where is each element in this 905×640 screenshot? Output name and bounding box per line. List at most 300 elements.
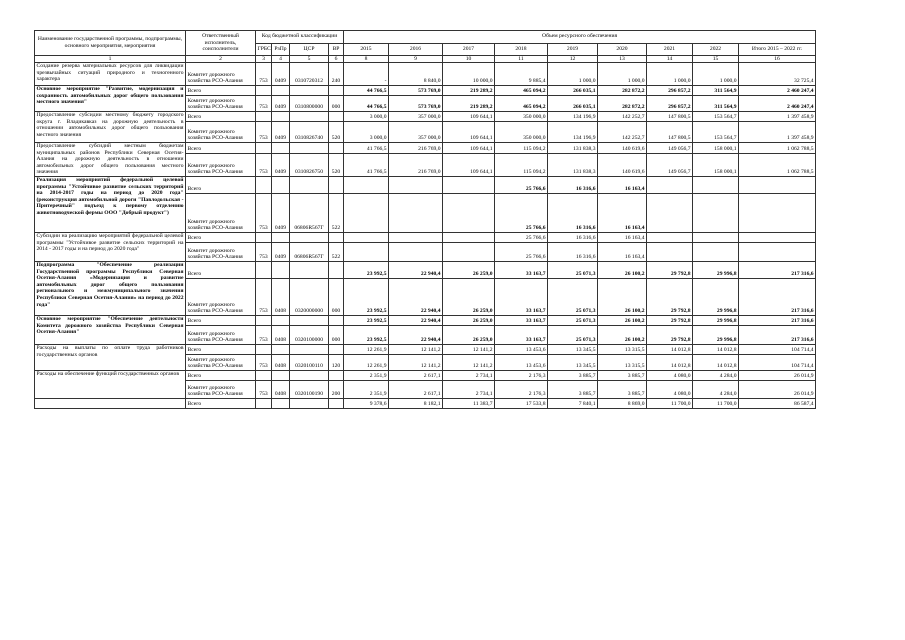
year-value: 33 163,7 — [495, 315, 548, 325]
year-value: 1 000,0 — [693, 63, 739, 86]
resource-allocation-table — [34, 30, 816, 409]
year-value: 282 872,2 — [598, 96, 647, 112]
responsible-executor: Всего — [186, 315, 256, 325]
code-grbs: 753 — [256, 63, 272, 86]
code-vr — [329, 143, 344, 154]
year-value: 12 261,9 — [344, 354, 389, 370]
year-value: 142 252,7 — [598, 112, 647, 122]
year-value: 2 176,3 — [495, 380, 548, 398]
program-name: Создание резерва материальных ресурсов для ликвидации чрезвычайных ситуаций природного и техногенного характера — [35, 63, 186, 86]
year-value: 41 766,5 — [344, 153, 389, 176]
code-vr — [329, 344, 344, 354]
year-value: 33 163,7 — [495, 261, 548, 278]
column-number-row — [35, 56, 816, 63]
year-value — [389, 176, 443, 193]
code-csr: 0320000000 — [290, 278, 329, 315]
total-value — [739, 242, 816, 261]
year-value: 25 766,6 — [495, 176, 548, 193]
year-value: 22 940,4 — [389, 261, 443, 278]
code-rzpr: 0409 — [272, 193, 290, 232]
code-csr: 0320100110 — [290, 354, 329, 370]
code-rzpr: 0409 — [272, 96, 290, 112]
code-rzpr — [272, 232, 290, 242]
year-value: 115 094,2 — [495, 153, 548, 176]
total-value: 217 316,6 — [739, 278, 816, 315]
year-value: - — [344, 63, 389, 86]
year-value — [693, 232, 739, 242]
column-number: 12 — [548, 56, 598, 63]
year-value: 22 940,4 — [389, 315, 443, 325]
year-value: 29 996,8 — [693, 315, 739, 325]
year-value: 296 857,2 — [647, 86, 693, 96]
year-value: 134 196,9 — [548, 122, 598, 143]
code-rzpr — [272, 112, 290, 122]
table-row — [35, 261, 816, 278]
header-rzpr: РзПр — [272, 43, 290, 56]
year-value: 26 100,2 — [598, 315, 647, 325]
year-value: 350 000,0 — [495, 112, 548, 122]
table-row — [35, 370, 816, 380]
column-number: 1 — [35, 56, 186, 63]
program-name: Предоставление субсидии местному бюджету городского округа г. Владикавказ на дорожную деятельность в отношении автомобильных дорог общего пользования местного значения — [35, 112, 186, 143]
code-vr — [329, 232, 344, 242]
code-rzpr: 0408 — [272, 380, 290, 398]
code-rzpr: 0409 — [272, 242, 290, 261]
total-value: 217 316,6 — [739, 315, 816, 325]
year-value: 14 012,8 — [693, 354, 739, 370]
year-value — [647, 232, 693, 242]
year-value: 4 284,0 — [693, 370, 739, 380]
table-row — [35, 344, 816, 354]
column-number: 8 — [344, 56, 389, 63]
code-csr: 0320100190 — [290, 380, 329, 398]
year-value — [344, 176, 389, 193]
year-value: 23 992,5 — [344, 261, 389, 278]
program-name: Реализация мероприятий федеральной целевой программы "Устойчивое развитие сельских территорий на 2014-2017 годы на период до 2020 года" (реконструкция автомобильной дороги "Павлодольская - Притеречный" подъезд к первому отделению животноводческой фермы ООО "Добрый продукт") — [35, 176, 186, 232]
year-value — [389, 242, 443, 261]
code-grbs — [256, 315, 272, 325]
column-number: 6 — [329, 56, 344, 63]
table-row — [35, 398, 816, 408]
year-value: 134 196,9 — [548, 112, 598, 122]
year-value: 153 564,7 — [693, 112, 739, 122]
total-value: 104 714,4 — [739, 354, 816, 370]
code-grbs — [256, 261, 272, 278]
year-value: 11 700,0 — [647, 398, 693, 408]
year-value: 12 141,2 — [389, 354, 443, 370]
year-value — [693, 242, 739, 261]
code-csr — [290, 232, 329, 242]
code-csr — [290, 143, 329, 154]
total-value — [739, 232, 816, 242]
code-grbs: 753 — [256, 325, 272, 344]
total-value: 2 460 247,4 — [739, 86, 816, 96]
year-value: 11 700,0 — [693, 398, 739, 408]
code-vr: 522 — [329, 242, 344, 261]
year-value: 14 012,8 — [647, 344, 693, 354]
responsible-executor: Комитет дорожного хозяйства РСО-Алания — [186, 122, 256, 143]
year-value: 26 259,0 — [443, 261, 495, 278]
year-value: 140 619,6 — [598, 153, 647, 176]
year-value: 350 000,0 — [495, 122, 548, 143]
year-value: 25 071,3 — [548, 261, 598, 278]
code-rzpr: 0408 — [272, 278, 290, 315]
year-value: 4 080,0 — [647, 370, 693, 380]
year-value — [344, 232, 389, 242]
year-value: 147 800,5 — [647, 122, 693, 143]
responsible-executor: Всего — [186, 344, 256, 354]
year-value: 216 769,0 — [389, 153, 443, 176]
year-value: 13 315,5 — [598, 344, 647, 354]
header-year: 2018 — [495, 43, 548, 56]
code-grbs: 753 — [256, 153, 272, 176]
code-rzpr: 0409 — [272, 63, 290, 86]
year-value: 158 000,1 — [693, 153, 739, 176]
code-grbs: 753 — [256, 242, 272, 261]
year-value: 29 996,8 — [693, 261, 739, 278]
year-value: 13 345,5 — [548, 354, 598, 370]
budget-table-sheet — [34, 30, 816, 409]
total-value: 26 014,9 — [739, 380, 816, 398]
table-row — [35, 112, 816, 122]
year-value: 357 000,0 — [389, 112, 443, 122]
table-row — [35, 315, 816, 325]
table-row — [35, 143, 816, 154]
year-value — [647, 193, 693, 232]
year-value: 25 766,6 — [495, 193, 548, 232]
year-value: 115 094,2 — [495, 143, 548, 154]
header-year: 2015 — [344, 43, 389, 56]
code-vr: 200 — [329, 380, 344, 398]
header-vr: ВР — [329, 43, 344, 56]
responsible-executor: Всего — [186, 261, 256, 278]
code-grbs — [256, 86, 272, 96]
responsible-executor: Всего — [186, 370, 256, 380]
year-value: 12 141,2 — [389, 344, 443, 354]
code-vr — [329, 398, 344, 408]
column-number: 4 — [272, 56, 290, 63]
header-name: Наименование государственной программы, подпрограммы, основного мероприятия, мероприятия — [35, 31, 186, 56]
year-value: 216 769,0 — [389, 143, 443, 154]
year-value: 13 453,6 — [495, 344, 548, 354]
header-year: 2019 — [548, 43, 598, 56]
code-rzpr: 0409 — [272, 153, 290, 176]
year-value: 219 289,2 — [443, 96, 495, 112]
year-value: 3 885,7 — [548, 370, 598, 380]
responsible-executor: Комитет дорожного хозяйства РСО-Алания — [186, 325, 256, 344]
header-total: Итого 2015 – 2022 гг. — [739, 43, 816, 56]
code-rzpr — [272, 86, 290, 96]
code-vr: 120 — [329, 354, 344, 370]
column-number: 10 — [443, 56, 495, 63]
header-code-group: Код бюджетной классификации — [256, 31, 344, 44]
year-value: 26 259,0 — [443, 278, 495, 315]
year-value: 16 316,6 — [548, 242, 598, 261]
year-value — [693, 193, 739, 232]
column-number: 11 — [495, 56, 548, 63]
year-value: 7 840,1 — [548, 398, 598, 408]
year-value: 357 000,0 — [389, 122, 443, 143]
year-value: 25 766,6 — [495, 242, 548, 261]
code-grbs: 753 — [256, 380, 272, 398]
year-value: 25 766,6 — [495, 232, 548, 242]
header-year: 2017 — [443, 43, 495, 56]
year-value: 2 617,1 — [389, 370, 443, 380]
year-value: 131 838,3 — [548, 143, 598, 154]
year-value: 23 992,5 — [344, 315, 389, 325]
code-rzpr — [272, 261, 290, 278]
program-name: Основное мероприятие "Развитие, модернизация и сохранность автомобильных дорог общего пользования местного значения" — [35, 86, 186, 112]
year-value: 4 080,0 — [647, 380, 693, 398]
year-value: 33 163,7 — [495, 325, 548, 344]
year-value: 4 284,0 — [693, 380, 739, 398]
total-value — [739, 176, 816, 193]
year-value: 25 071,3 — [548, 278, 598, 315]
year-value: 2 734,1 — [443, 370, 495, 380]
code-rzpr: 0408 — [272, 354, 290, 370]
table-row — [35, 232, 816, 242]
year-value: 158 000,1 — [693, 143, 739, 154]
year-value: 16 316,6 — [548, 232, 598, 242]
code-vr — [329, 315, 344, 325]
year-value: 23 992,5 — [344, 325, 389, 344]
year-value: 29 792,8 — [647, 315, 693, 325]
year-value: 23 992,5 — [344, 278, 389, 315]
code-vr — [329, 112, 344, 122]
year-value: 573 769,0 — [389, 96, 443, 112]
column-number: 3 — [256, 56, 272, 63]
year-value: 16 316,6 — [548, 193, 598, 232]
code-csr: 06806R567Г — [290, 193, 329, 232]
header-responsible: Ответственный исполнитель, соисполнители — [186, 31, 256, 56]
year-value — [443, 242, 495, 261]
code-csr — [290, 315, 329, 325]
year-value — [344, 242, 389, 261]
column-number: 2 — [186, 56, 256, 63]
code-vr: 520 — [329, 122, 344, 143]
year-value — [443, 176, 495, 193]
table-row — [35, 63, 816, 86]
responsible-executor: Комитет дорожного хозяйства РСО-Алания — [186, 63, 256, 86]
year-value: 44 766,5 — [344, 96, 389, 112]
code-grbs — [256, 232, 272, 242]
year-value: 16 163,4 — [598, 193, 647, 232]
code-vr: 240 — [329, 63, 344, 86]
code-csr — [290, 398, 329, 408]
code-csr: 0320100000 — [290, 325, 329, 344]
year-value: 8 869,0 — [598, 398, 647, 408]
responsible-executor: Комитет дорожного хозяйства РСО-Алания — [186, 354, 256, 370]
code-grbs: 753 — [256, 122, 272, 143]
year-value: 13 453,6 — [495, 354, 548, 370]
code-rzpr — [272, 370, 290, 380]
year-value: 13 345,5 — [548, 344, 598, 354]
total-value: 1 397 458,9 — [739, 112, 816, 122]
program-name — [35, 398, 186, 408]
total-value: 1 062 788,5 — [739, 153, 816, 176]
responsible-executor: Комитет дорожного хозяйства РСО-Алания — [186, 380, 256, 398]
code-rzpr: 0408 — [272, 325, 290, 344]
year-value: 11 383,7 — [443, 398, 495, 408]
total-value — [739, 193, 816, 232]
year-value: 109 644,1 — [443, 143, 495, 154]
year-value: 12 141,2 — [443, 354, 495, 370]
table-row — [35, 176, 816, 193]
code-grbs — [256, 143, 272, 154]
year-value: 29 792,8 — [647, 261, 693, 278]
responsible-executor: Всего — [186, 232, 256, 242]
year-value: 2 176,3 — [495, 370, 548, 380]
code-grbs — [256, 370, 272, 380]
year-value — [443, 193, 495, 232]
year-value: 3 000,0 — [344, 112, 389, 122]
year-value: 22 940,4 — [389, 325, 443, 344]
year-value: 109 644,1 — [443, 153, 495, 176]
column-number: 5 — [290, 56, 329, 63]
code-grbs — [256, 176, 272, 193]
code-grbs — [256, 344, 272, 354]
year-value: 282 872,2 — [598, 86, 647, 96]
year-value: 26 259,0 — [443, 325, 495, 344]
year-value: 3 885,7 — [548, 380, 598, 398]
year-value: 26 100,2 — [598, 261, 647, 278]
responsible-executor: Комитет дорожного хозяйства РСО-Алания — [186, 242, 256, 261]
code-rzpr — [272, 143, 290, 154]
year-value: 29 996,8 — [693, 278, 739, 315]
code-csr: 0310720312 — [290, 63, 329, 86]
column-number: 16 — [739, 56, 816, 63]
code-vr — [329, 370, 344, 380]
code-rzpr — [272, 315, 290, 325]
year-value: 1 000,0 — [647, 63, 693, 86]
year-value: 12 261,9 — [344, 344, 389, 354]
column-number: 15 — [693, 56, 739, 63]
column-number: 14 — [647, 56, 693, 63]
code-grbs — [256, 398, 272, 408]
year-value: 3 885,7 — [598, 370, 647, 380]
year-value: 14 012,8 — [693, 344, 739, 354]
code-vr — [329, 86, 344, 96]
year-value: 266 035,1 — [548, 96, 598, 112]
year-value: 14 012,8 — [647, 354, 693, 370]
total-value: 104 714,4 — [739, 344, 816, 354]
year-value: 8 840,0 — [389, 63, 443, 86]
year-value: 3 000,0 — [344, 122, 389, 143]
total-value: 217 316,6 — [739, 261, 816, 278]
year-value: 149 056,7 — [647, 153, 693, 176]
header-year: 2016 — [389, 43, 443, 56]
year-value: 29 792,8 — [647, 278, 693, 315]
header-csr: ЦСР — [290, 43, 329, 56]
total-value: 217 316,6 — [739, 325, 816, 344]
code-grbs: 753 — [256, 278, 272, 315]
program-name: Предоставление субсидий местным бюджетам муниципальных районов Республики Северная Осетия-Алания на дорожную деятельность в отношении автомобильных дорог общего пользования местного значения — [36, 143, 184, 176]
responsible-executor: Комитет дорожного хозяйства РСО-Алания — [186, 96, 256, 112]
header-year: 2021 — [647, 43, 693, 56]
column-number: 13 — [598, 56, 647, 63]
year-value: 44 766,5 — [344, 86, 389, 96]
year-value: 311 564,9 — [693, 86, 739, 96]
year-value: 25 071,3 — [548, 315, 598, 325]
year-value: 465 094,2 — [495, 96, 548, 112]
code-vr: 522 — [329, 193, 344, 232]
code-vr: 520 — [329, 153, 344, 176]
code-vr — [329, 261, 344, 278]
year-value: 26 100,2 — [598, 278, 647, 315]
responsible-executor: Всего — [186, 86, 256, 96]
year-value: 109 644,1 — [443, 112, 495, 122]
year-value: 296 857,2 — [647, 96, 693, 112]
year-value: 142 252,7 — [598, 122, 647, 143]
code-csr — [290, 112, 329, 122]
code-csr — [290, 344, 329, 354]
year-value: 9 378,6 — [344, 398, 389, 408]
year-value — [647, 242, 693, 261]
code-grbs — [256, 112, 272, 122]
header-year: 2022 — [693, 43, 739, 56]
code-csr: 0310800000 — [290, 96, 329, 112]
program-name: Расходы на выплаты по оплате труда работников государственных органов — [35, 344, 186, 370]
year-value: 1 000,0 — [598, 63, 647, 86]
responsible-executor: Всего — [186, 112, 256, 122]
year-value: 2 734,1 — [443, 380, 495, 398]
program-name: Расходы на обеспечение функций государственных органов — [35, 370, 186, 398]
year-value — [344, 193, 389, 232]
code-rzpr — [272, 176, 290, 193]
code-rzpr: 0409 — [272, 122, 290, 143]
responsible-executor: Всего — [186, 143, 256, 154]
year-value: 465 094,2 — [495, 86, 548, 96]
responsible-executor: Всего — [186, 176, 256, 193]
code-vr: 000 — [329, 325, 344, 344]
header-year: 2020 — [598, 43, 647, 56]
responsible-executor: Всего — [186, 398, 256, 408]
total-value: 2 460 247,4 — [739, 96, 816, 112]
year-value: 26 100,2 — [598, 325, 647, 344]
code-csr: 0310826740 — [290, 122, 329, 143]
code-vr — [329, 176, 344, 193]
code-csr: 06806R567Г — [290, 242, 329, 261]
total-value: 1 397 458,9 — [739, 122, 816, 143]
total-value: 1 062 788,5 — [739, 143, 816, 154]
year-value: 16 316,6 — [548, 176, 598, 193]
header-grbs: ГРБС — [256, 43, 272, 56]
year-value: 9 885,4 — [495, 63, 548, 86]
year-value — [443, 232, 495, 242]
year-value: 41 766,5 — [344, 143, 389, 154]
header-volume-group: Объем ресурсного обеспечения — [344, 31, 816, 44]
year-value: 2 351,9 — [344, 380, 389, 398]
code-csr — [290, 176, 329, 193]
code-rzpr — [272, 344, 290, 354]
year-value: 29 996,8 — [693, 325, 739, 344]
code-vr: 000 — [329, 96, 344, 112]
code-csr: 0310826750 — [290, 153, 329, 176]
year-value: 22 940,4 — [389, 278, 443, 315]
year-value — [647, 176, 693, 193]
year-value: 153 564,7 — [693, 122, 739, 143]
header-row-1 — [35, 31, 816, 44]
year-value — [693, 176, 739, 193]
year-value: 10 000,0 — [443, 63, 495, 86]
code-grbs: 753 — [256, 193, 272, 232]
total-value: 86 587,4 — [739, 398, 816, 408]
responsible-executor: Комитет дорожного хозяйства РСО-Алания — [186, 193, 256, 232]
responsible-executor: Комитет дорожного хозяйства РСО-Алания — [186, 153, 256, 176]
year-value: 33 163,7 — [495, 278, 548, 315]
year-value: 131 838,3 — [548, 153, 598, 176]
year-value: 16 163,4 — [598, 242, 647, 261]
